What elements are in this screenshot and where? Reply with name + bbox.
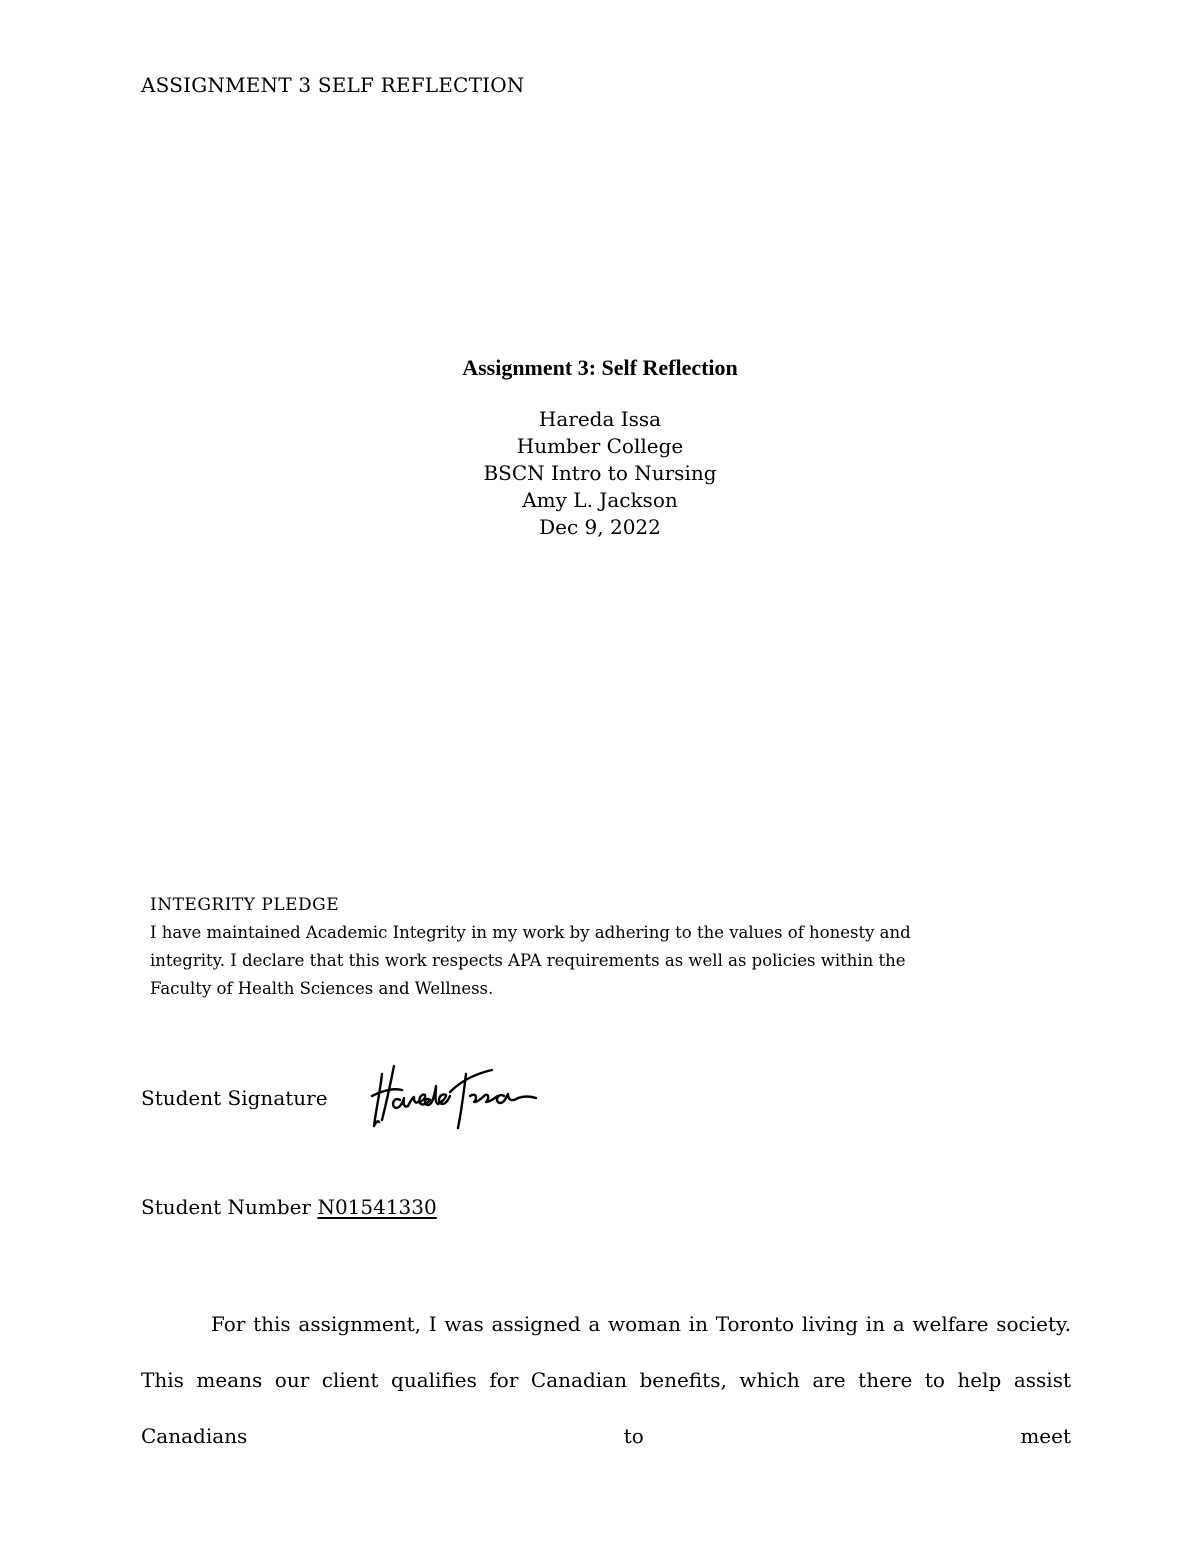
- running-head: ASSIGNMENT 3 SELF REFLECTION: [141, 73, 525, 97]
- instructor-name: Amy L. Jackson: [522, 488, 678, 512]
- integrity-pledge-text: I have maintained Academic Integrity in my work by adhering to the values of honesty and integrity. I declare that this work respects APA requirements as well as policies within the Faculty of Health Sciences and Wellness.: [150, 923, 911, 998]
- student-number-value: N01541330: [317, 1195, 437, 1219]
- institution: Humber College: [516, 434, 684, 458]
- author-name: Hareda Issa: [538, 407, 662, 431]
- student-signature-label: Student Signature: [141, 1086, 328, 1110]
- student-number-row: [141, 1195, 437, 1219]
- body-paragraph: [141, 1296, 1071, 1464]
- integrity-pledge-heading: INTEGRITY PLEDGE: [150, 895, 340, 915]
- handwritten-signature-icon: [370, 1052, 550, 1136]
- integrity-pledge: [150, 891, 970, 1003]
- course-name: BSCN Intro to Nursing: [483, 461, 717, 485]
- document-title: Assignment 3: Self Reflection: [462, 355, 738, 380]
- title-block: [0, 354, 1200, 541]
- student-number-label: Student Number: [141, 1195, 312, 1219]
- submission-date: Dec 9, 2022: [539, 515, 661, 539]
- body-paragraph-text: For this assignment, I was assigned a woman in Toronto living in a welfare society. This means our client qualifies for Canadian benefits, which are there to help assist Canadians to meet: [141, 1312, 1071, 1448]
